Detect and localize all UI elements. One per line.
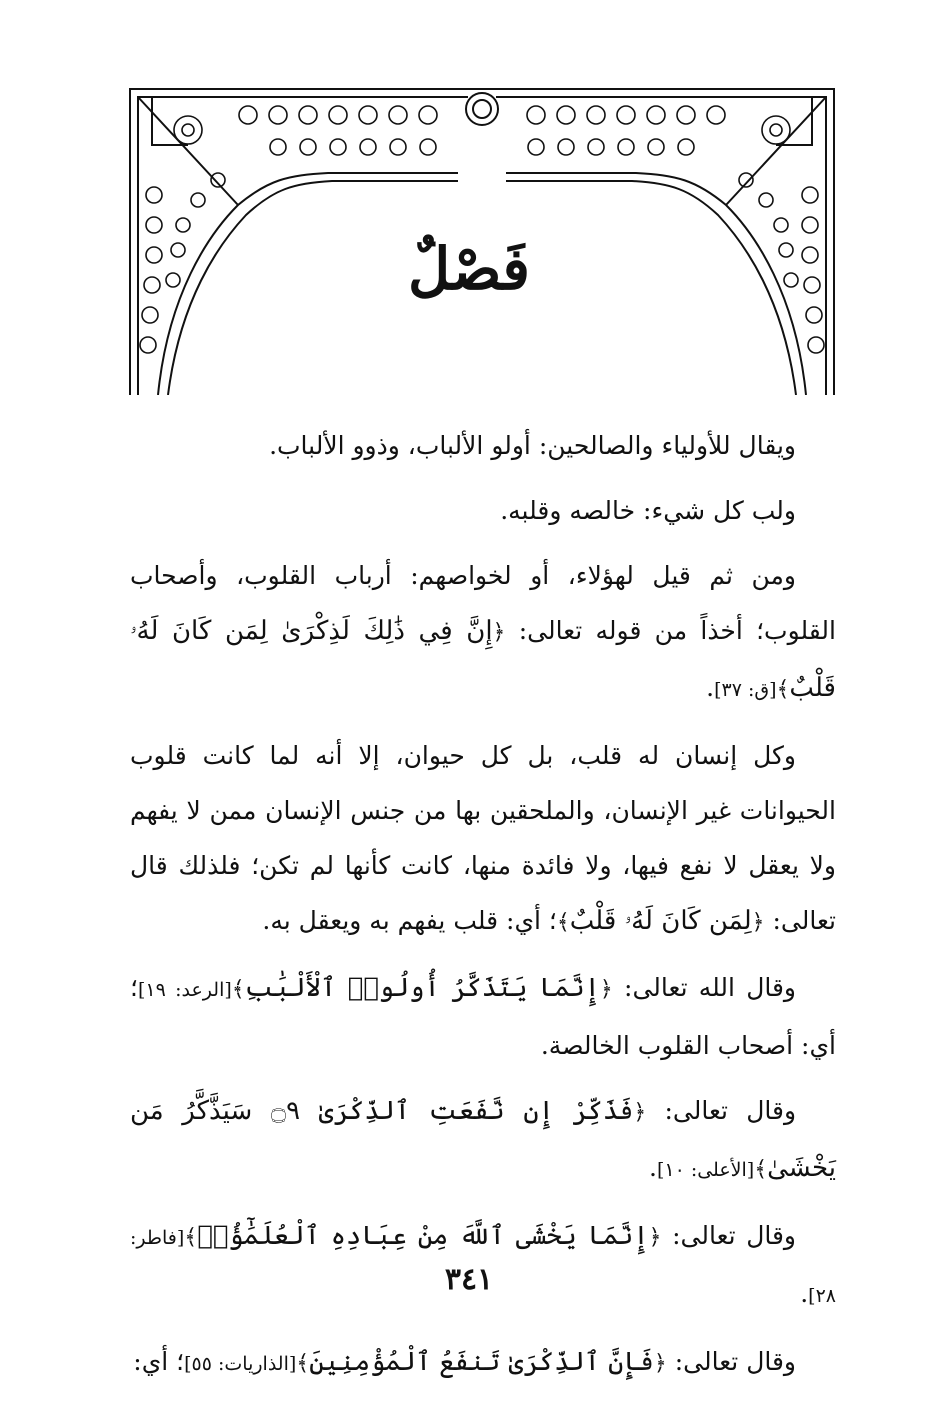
paragraph-end: . <box>800 1279 809 1308</box>
quran-close-brace: ﴾ <box>184 1225 198 1250</box>
quran-open-brace: ﴿ <box>751 910 765 935</box>
paragraph-end: . <box>648 1153 657 1182</box>
quran-open-brace: ﴿ <box>633 1100 647 1125</box>
paragraph-text: وكل إنسان له قلب، بل كل حيوان، إلا أنه لما كانت قلوب الحيوانات غير الإنسان، والملحقين بها من جنس الإنسان ممن لا يفهم ولا يعقل لا نفع فيها، ولا فائدة منها، كانت كأنها لم تكن؛ فلذلك قال تعالى: <box>130 741 836 935</box>
quran-verse: فَذَكِّرْ إِن نَّفَعَتِ ٱلذِّكْرَىٰ ۝٩ سَيَذَّكَّرُ مَن يَخْشَىٰ <box>130 1096 836 1183</box>
paragraph-end: ؛ أي: قلب يفهم به ويعقل به. <box>262 906 557 935</box>
paragraph-text: وقال تعالى: <box>664 1096 797 1125</box>
quran-verse: إِنَّ فِي ذَٰلِكَ لَذِكْرَىٰ لِمَن كَانَ لَهُۥ قَلْبٌ <box>130 616 836 703</box>
paragraph-6 <box>130 1083 836 1198</box>
paragraph-4 <box>130 728 836 950</box>
quran-open-brace: ﴿ <box>648 1225 662 1250</box>
quran-verse: فَإِنَّ ٱلذِّكْرَىٰ تَنفَعُ ٱلْمُؤْمِنِينَ <box>309 1347 654 1377</box>
page-body <box>130 418 836 1402</box>
section-title: فَصْلٌ <box>408 235 530 303</box>
paragraph-text: وقال الله تعالى: <box>624 973 797 1002</box>
quran-close-brace: ﴾ <box>556 910 570 935</box>
paragraph-text: وقال تعالى: <box>672 1221 797 1250</box>
quran-close-brace: ﴾ <box>296 1351 310 1376</box>
paragraph-5 <box>130 960 836 1073</box>
verse-reference: [الذاريات: ٥٥] <box>184 1353 297 1375</box>
quran-close-brace: ﴾ <box>754 1157 768 1182</box>
page-number: ٣٤١ <box>444 1262 494 1297</box>
verse-reference: [الرعد: ١٩] <box>137 979 232 1001</box>
paragraph-3 <box>130 548 836 718</box>
paragraph-8 <box>130 1334 836 1392</box>
verse-reference: [ق: ٣٧] <box>714 679 777 701</box>
quran-verse: لِمَن كَانَ لَهُۥ قَلْبٌ <box>569 906 752 936</box>
quran-open-brace: ﴿ <box>492 620 506 645</box>
paragraph-end: ؛ أي: أصحاب القلوب الخالصة. <box>130 973 836 1060</box>
quran-close-brace: ﴾ <box>776 677 790 702</box>
paragraph-end: . <box>706 673 715 702</box>
quran-verse: إِنَّمَا يَتَذَكَّرُ أُولُوا۟ ٱلْأَلْبَٰبِ <box>244 973 600 1003</box>
quran-open-brace: ﴿ <box>653 1351 667 1376</box>
paragraph-2: ولب كل شيء: خالصه وقلبه. <box>500 496 796 525</box>
quran-open-brace: ﴿ <box>599 977 613 1002</box>
verse-reference: [الأعلى: ١٠] <box>656 1159 755 1181</box>
paragraph-text: وقال تعالى: <box>674 1347 796 1376</box>
paragraph-text: ومن ثم قيل لهؤلاء، أو لخواصهم: أرباب القلوب، وأصحاب القلوب؛ أخذاً من قوله تعالى: <box>130 561 836 645</box>
paragraph-end: ؛ أي: <box>133 1347 185 1376</box>
quran-verse: إِنَّمَا يَخْشَى ٱللَّهَ مِنْ عِبَادِهِ ٱلْعُلَمَٰٓؤُا۟ <box>197 1221 649 1251</box>
verse-reference: [فاطر: ٢٨] <box>130 1227 836 1307</box>
quran-close-brace: ﴾ <box>231 977 245 1002</box>
paragraph-1: ويقال للأولياء والصالحين: أولو الألباب، وذوو الألباب. <box>269 431 796 460</box>
